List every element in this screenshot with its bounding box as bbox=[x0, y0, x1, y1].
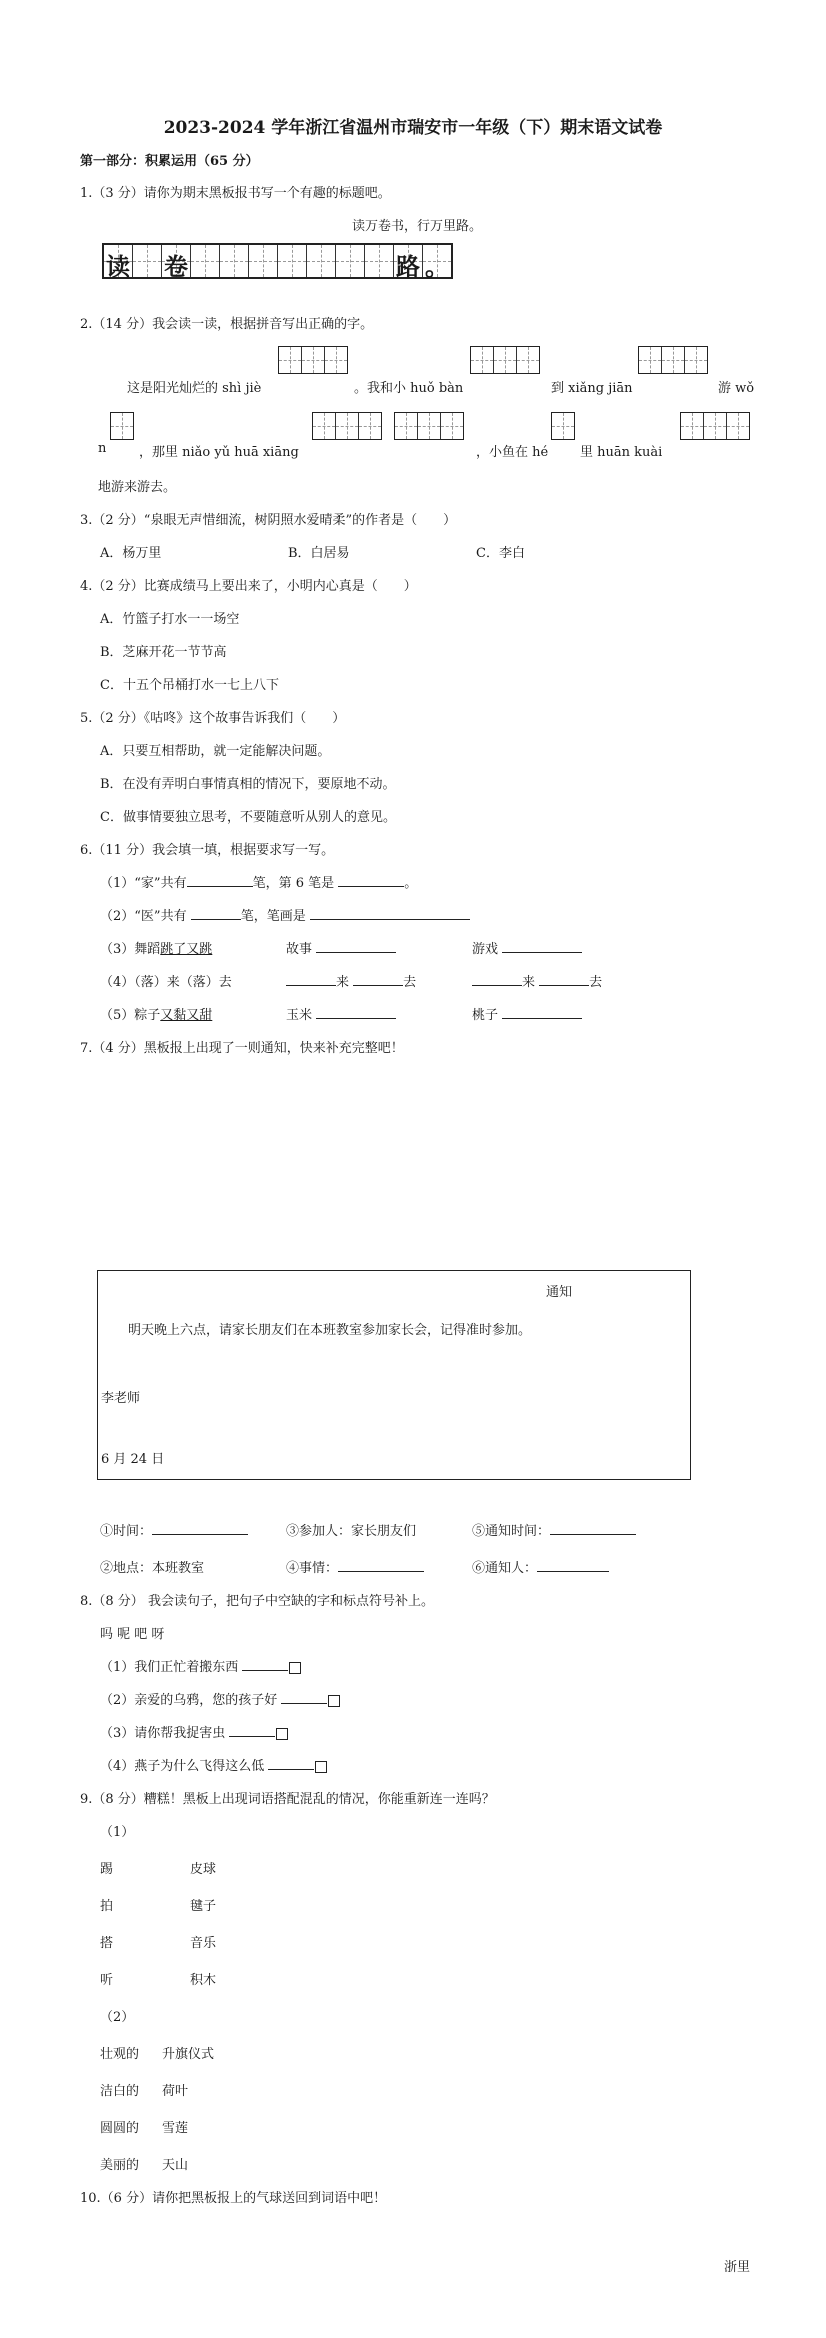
q9-part-2: （2） bbox=[100, 2010, 135, 2025]
grid-cell[interactable]: 读 bbox=[104, 245, 133, 277]
match-right[interactable]: 升旗仪式 bbox=[162, 2047, 215, 2062]
grid-cell[interactable]: 。 bbox=[423, 245, 451, 277]
grid-cell[interactable] bbox=[336, 245, 365, 277]
fill-blank[interactable] bbox=[316, 1005, 396, 1019]
grid-cell[interactable] bbox=[191, 245, 220, 277]
q2-text: 这是阳光灿烂的 shì jiè bbox=[127, 381, 262, 396]
q1-stem: 1.（3 分）请你为期末黑板报书写一个有趣的标题吧。 bbox=[80, 186, 391, 201]
option-b[interactable]: B．在没有弄明白事情真相的情况下，要原地不动。 bbox=[100, 777, 396, 792]
q2-text: 到 xiǎng jiān bbox=[551, 381, 633, 396]
match-right[interactable]: 皮球 bbox=[190, 1862, 217, 1877]
q7-field-event: ④事情： bbox=[286, 1557, 424, 1576]
match-left[interactable]: 听 bbox=[100, 1973, 114, 1988]
q2-text: ，小鱼在 hé bbox=[476, 445, 549, 460]
answer-box[interactable] bbox=[470, 346, 540, 374]
q1-tianzige-grid bbox=[102, 243, 453, 279]
q9-stem: 9.（8 分）糟糕！黑板上出现词语搭配混乱的情况，你能重新连一连吗？ bbox=[80, 1792, 495, 1807]
q4-stem: 4.（2 分）比赛成绩马上要出来了，小明内心真是（ ） bbox=[80, 579, 417, 594]
option-a[interactable]: A．只要互相帮助，就一定能解决问题。 bbox=[100, 744, 331, 759]
match-left[interactable]: 洁白的 bbox=[100, 2084, 140, 2099]
page-footer: 浙里 bbox=[724, 2260, 751, 2275]
fill-blank[interactable] bbox=[242, 1657, 288, 1671]
match-left[interactable]: 圆圆的 bbox=[100, 2121, 140, 2136]
q6-stem: 6.（11 分）我会填一填，根据要求写一写。 bbox=[80, 843, 335, 858]
answer-box[interactable] bbox=[638, 346, 708, 374]
q6-row-1: （1）“家”共有 笔，第 6 笔是 。 bbox=[100, 872, 417, 891]
q6-row-3: （3）舞蹈跳了又跳 bbox=[100, 942, 213, 957]
q8-sentence: （2）亲爱的乌鸦，您的孩子好 bbox=[100, 1689, 340, 1708]
q6-row-5-b: 玉米 bbox=[286, 1004, 396, 1023]
q8-sentence: （4）燕子为什么飞得这么低 bbox=[100, 1755, 327, 1774]
answer-box[interactable] bbox=[680, 412, 750, 440]
q8-stem: 8.（8 分） 我会读句子，把句子中空缺的字和标点符号补上。 bbox=[80, 1594, 434, 1609]
fill-blank[interactable] bbox=[281, 1690, 327, 1704]
answer-box[interactable] bbox=[394, 412, 464, 440]
q9-part-1: （1） bbox=[100, 1825, 135, 1840]
punctuation-box[interactable] bbox=[276, 1728, 288, 1740]
fill-blank[interactable] bbox=[539, 972, 589, 986]
q2-text: 地游来游去。 bbox=[98, 480, 177, 495]
grid-cell[interactable] bbox=[365, 245, 394, 277]
notice-signature: 李老师 bbox=[101, 1391, 141, 1406]
punctuation-box[interactable] bbox=[289, 1662, 301, 1674]
match-left[interactable]: 拍 bbox=[100, 1899, 114, 1914]
fill-blank[interactable] bbox=[187, 873, 253, 887]
fill-blank[interactable] bbox=[229, 1723, 275, 1737]
q7-stem: 7.（4 分）黑板报上出现了一则通知，快来补充完整吧！ bbox=[80, 1041, 404, 1056]
answer-box[interactable] bbox=[312, 412, 382, 440]
q6-row-4: （4）（落）来（落）去 bbox=[100, 975, 232, 990]
page-title: 2023-2024 学年浙江省温州市瑞安市一年级（下）期末语文试卷 bbox=[163, 118, 663, 138]
part-heading: 第一部分：积累运用（65 分） bbox=[80, 154, 259, 169]
fill-blank[interactable] bbox=[338, 873, 404, 887]
answer-box[interactable] bbox=[278, 346, 348, 374]
q7-field-place: ②地点：本班教室 bbox=[100, 1561, 205, 1576]
fill-blank[interactable] bbox=[537, 1558, 609, 1572]
match-right[interactable]: 雪莲 bbox=[162, 2121, 189, 2136]
notice-date: 6 月 24 日 bbox=[101, 1452, 165, 1467]
punctuation-box[interactable] bbox=[328, 1695, 340, 1707]
match-left[interactable]: 踢 bbox=[100, 1862, 114, 1877]
q2-text: 里 huān kuài bbox=[580, 445, 663, 460]
option-c[interactable]: C．做事情要独立思考，不要随意听从别人的意见。 bbox=[100, 810, 396, 825]
match-left[interactable]: 壮观的 bbox=[100, 2047, 140, 2062]
q8-word-bank: 吗 呢 吧 呀 bbox=[100, 1627, 165, 1642]
grid-cell[interactable] bbox=[220, 245, 249, 277]
grid-cell[interactable] bbox=[133, 245, 162, 277]
fill-blank[interactable] bbox=[550, 1521, 636, 1535]
q7-field-notifier: ⑥通知人： bbox=[472, 1557, 609, 1576]
fill-blank[interactable] bbox=[191, 906, 241, 920]
q7-field-time: ①时间： bbox=[100, 1520, 248, 1539]
option-b[interactable]: B．芝麻开花一节节高 bbox=[100, 645, 227, 660]
grid-cell[interactable] bbox=[249, 245, 278, 277]
fill-blank[interactable] bbox=[286, 972, 336, 986]
q6-row-4-c: 来 去 bbox=[472, 971, 602, 990]
option-c[interactable]: C．十五个吊桶打水一七上八下 bbox=[100, 678, 279, 693]
q2-stem: 2.（14 分）我会读一读，根据拼音写出正确的字。 bbox=[80, 317, 374, 332]
grid-cell[interactable]: 卷 bbox=[162, 245, 191, 277]
q3-stem: 3.（2 分）“泉眼无声惜细流，树阴照水爱晴柔”的作者是（ ） bbox=[80, 513, 457, 528]
match-right[interactable]: 荷叶 bbox=[162, 2084, 189, 2099]
match-left[interactable]: 美丽的 bbox=[100, 2158, 140, 2173]
answer-box[interactable] bbox=[110, 412, 134, 440]
fill-blank[interactable] bbox=[338, 1558, 424, 1572]
q6-row-5-c: 桃子 bbox=[472, 1004, 582, 1023]
q5-stem: 5.（2 分）《咕咚》这个故事告诉我们（ ） bbox=[80, 711, 346, 726]
option-c[interactable]: C．李白 bbox=[476, 546, 525, 561]
match-right[interactable]: 积木 bbox=[190, 1973, 217, 1988]
notice-title: 通知 bbox=[546, 1285, 573, 1300]
fill-blank[interactable] bbox=[268, 1756, 314, 1770]
fill-blank[interactable] bbox=[502, 939, 582, 953]
grid-cell[interactable] bbox=[307, 245, 336, 277]
q2-text: 游 wǒ bbox=[718, 381, 755, 396]
q6-row-2: （2）“医”共有 笔，笔画是 bbox=[100, 905, 470, 924]
fill-blank[interactable] bbox=[472, 972, 522, 986]
fill-blank[interactable] bbox=[316, 939, 396, 953]
q7-field-attendees: ③参加人：家长朋友们 bbox=[286, 1524, 417, 1539]
option-a[interactable]: A．竹篮子打水一一场空 bbox=[100, 612, 240, 627]
q6-row-4-b: 来 去 bbox=[286, 971, 416, 990]
option-a[interactable]: A．杨万里 bbox=[100, 546, 162, 561]
match-left[interactable]: 搭 bbox=[100, 1936, 114, 1951]
fill-blank[interactable] bbox=[152, 1521, 248, 1535]
match-right[interactable]: 天山 bbox=[162, 2158, 189, 2173]
q2-text: 。我和小 huǒ bàn bbox=[354, 381, 464, 396]
q6-row-3-b: 故事 bbox=[286, 938, 396, 957]
grid-cell[interactable] bbox=[278, 245, 307, 277]
match-right[interactable]: 毽子 bbox=[190, 1899, 217, 1914]
q2-text: ，那里 niǎo yǔ huā xiāng bbox=[139, 445, 299, 460]
answer-box[interactable] bbox=[551, 412, 575, 440]
notice-body: 明天晚上六点，请家长朋友们在本班教室参加家长会，记得准时参加。 bbox=[128, 1323, 532, 1338]
match-right[interactable]: 音乐 bbox=[190, 1936, 217, 1951]
q8-sentence: （1）我们正忙着搬东西 bbox=[100, 1656, 301, 1675]
option-b[interactable]: B．白居易 bbox=[288, 546, 350, 561]
q6-row-5: （5）粽子又黏又甜 bbox=[100, 1008, 213, 1023]
q7-field-notice-time: ⑤通知时间： bbox=[472, 1520, 636, 1539]
q10-stem: 10.（6 分）请你把黑板报上的气球送回到词语中吧！ bbox=[80, 2191, 387, 2206]
q8-sentence: （3）请你帮我捉害虫 bbox=[100, 1722, 288, 1741]
grid-cell[interactable]: 路 bbox=[394, 245, 423, 277]
notice-box bbox=[97, 1270, 691, 1480]
fill-blank[interactable] bbox=[502, 1005, 582, 1019]
fill-blank[interactable] bbox=[310, 906, 470, 920]
q2-text: n bbox=[98, 441, 107, 456]
fill-blank[interactable] bbox=[353, 972, 403, 986]
q1-quote: 读万卷书，行万里路。 bbox=[352, 219, 483, 234]
punctuation-box[interactable] bbox=[315, 1761, 327, 1773]
q6-row-3-c: 游戏 bbox=[472, 938, 582, 957]
